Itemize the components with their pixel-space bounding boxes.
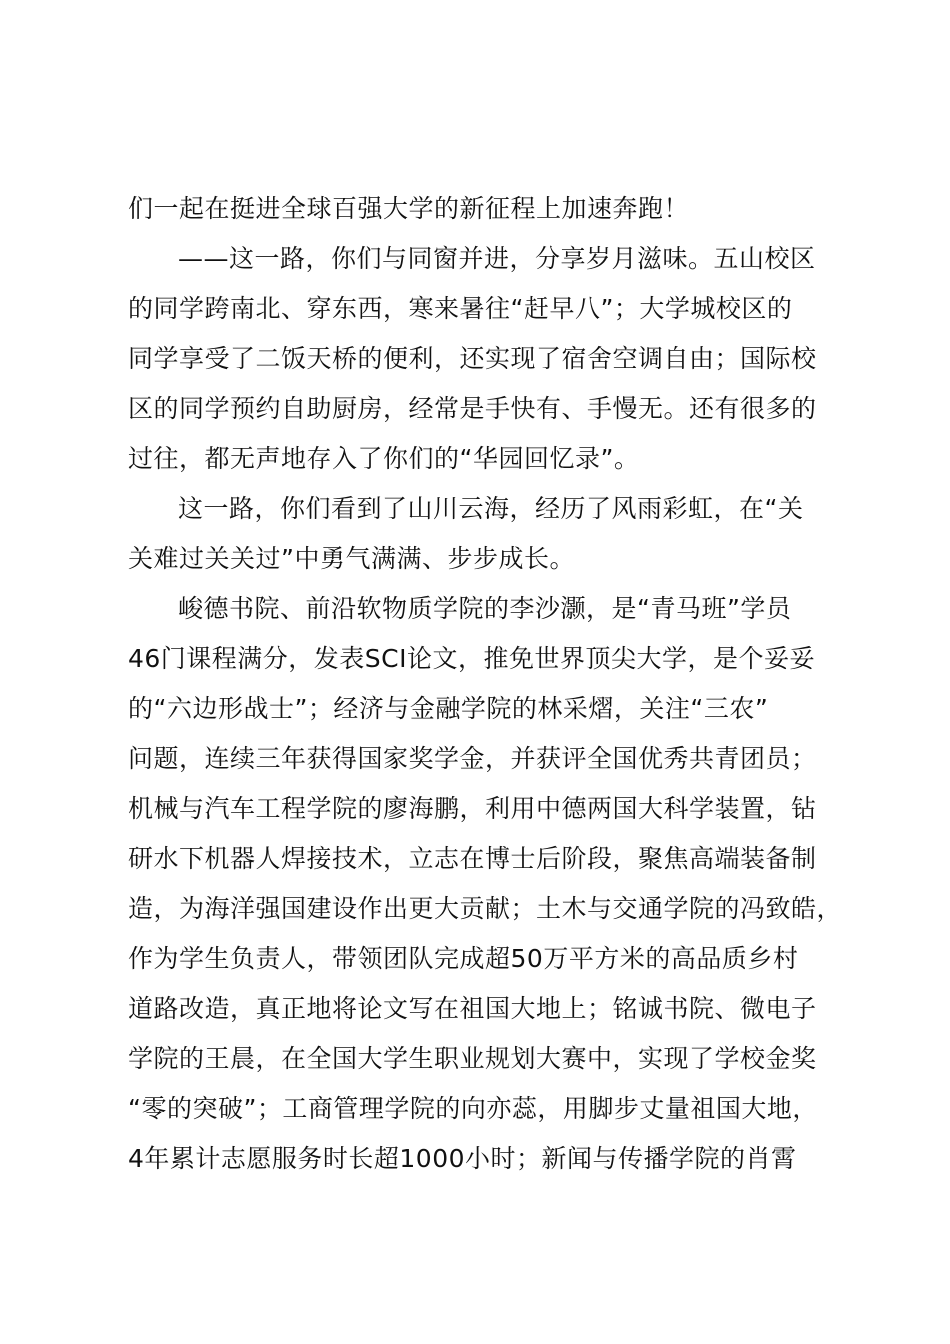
text-line: 们一起在挺进全球百强大学的新征程上加速奔跑！	[128, 194, 690, 223]
text-line: 的“六边形战士”；经济与金融学院的林采熠，关注“三农”	[128, 694, 769, 723]
text-line: 问题，连续三年获得国家奖学金，并获评全国优秀共青团员；	[128, 744, 817, 773]
text-line: 过往，都无声地存入了你们的“华园回忆录”。	[128, 444, 640, 473]
text-line: 道路改造，真正地将论文写在祖国大地上；铭诚书院、微电子	[128, 994, 817, 1023]
text-line: 同学享受了二饭天桥的便利，还实现了宿舍空调自由；国际校	[128, 344, 817, 373]
text-line: 4年累计志愿服务时长超1000小时；新闻与传播学院的肖霄	[128, 1144, 797, 1173]
text-line: 46门课程满分，发表SCI论文，推免世界顶尖大学，是个妥妥	[128, 644, 816, 673]
text-line: 峻德书院、前沿软物质学院的李沙灏，是“青马班”学员	[178, 594, 792, 623]
text-line: 机械与汽车工程学院的廖海鹏，利用中德两国大科学装置，钻	[128, 794, 817, 823]
text-line: 区的同学预约自助厨房，经常是手快有、手慢无。还有很多的	[128, 394, 817, 423]
text-line: 造，为海洋强国建设作出更大贡献；土木与交通学院的冯致皓，	[128, 894, 843, 923]
text-line: 作为学生负责人，带领团队完成超50万平方米的高品质乡村	[128, 944, 799, 973]
text-line: ——这一路，你们与同窗并进，分享岁月滋味。五山校区	[178, 244, 816, 273]
text-line: 关难过关关过”中勇气满满、步步成长。	[128, 544, 575, 573]
text-line: 这一路，你们看到了山川云海，经历了风雨彩虹，在“关	[178, 494, 804, 523]
text-line: 的同学跨南北、穿东西，寒来暑往“赶早八”；大学城校区的	[128, 294, 793, 323]
text-line: 研水下机器人焊接技术，立志在博士后阶段，聚焦高端装备制	[128, 844, 817, 873]
text-line: 学院的王晨，在全国大学生职业规划大赛中，实现了学校金奖	[128, 1044, 817, 1073]
text-line: “零的突破”；工商管理学院的向亦蕊，用脚步丈量祖国大地，	[128, 1094, 818, 1123]
